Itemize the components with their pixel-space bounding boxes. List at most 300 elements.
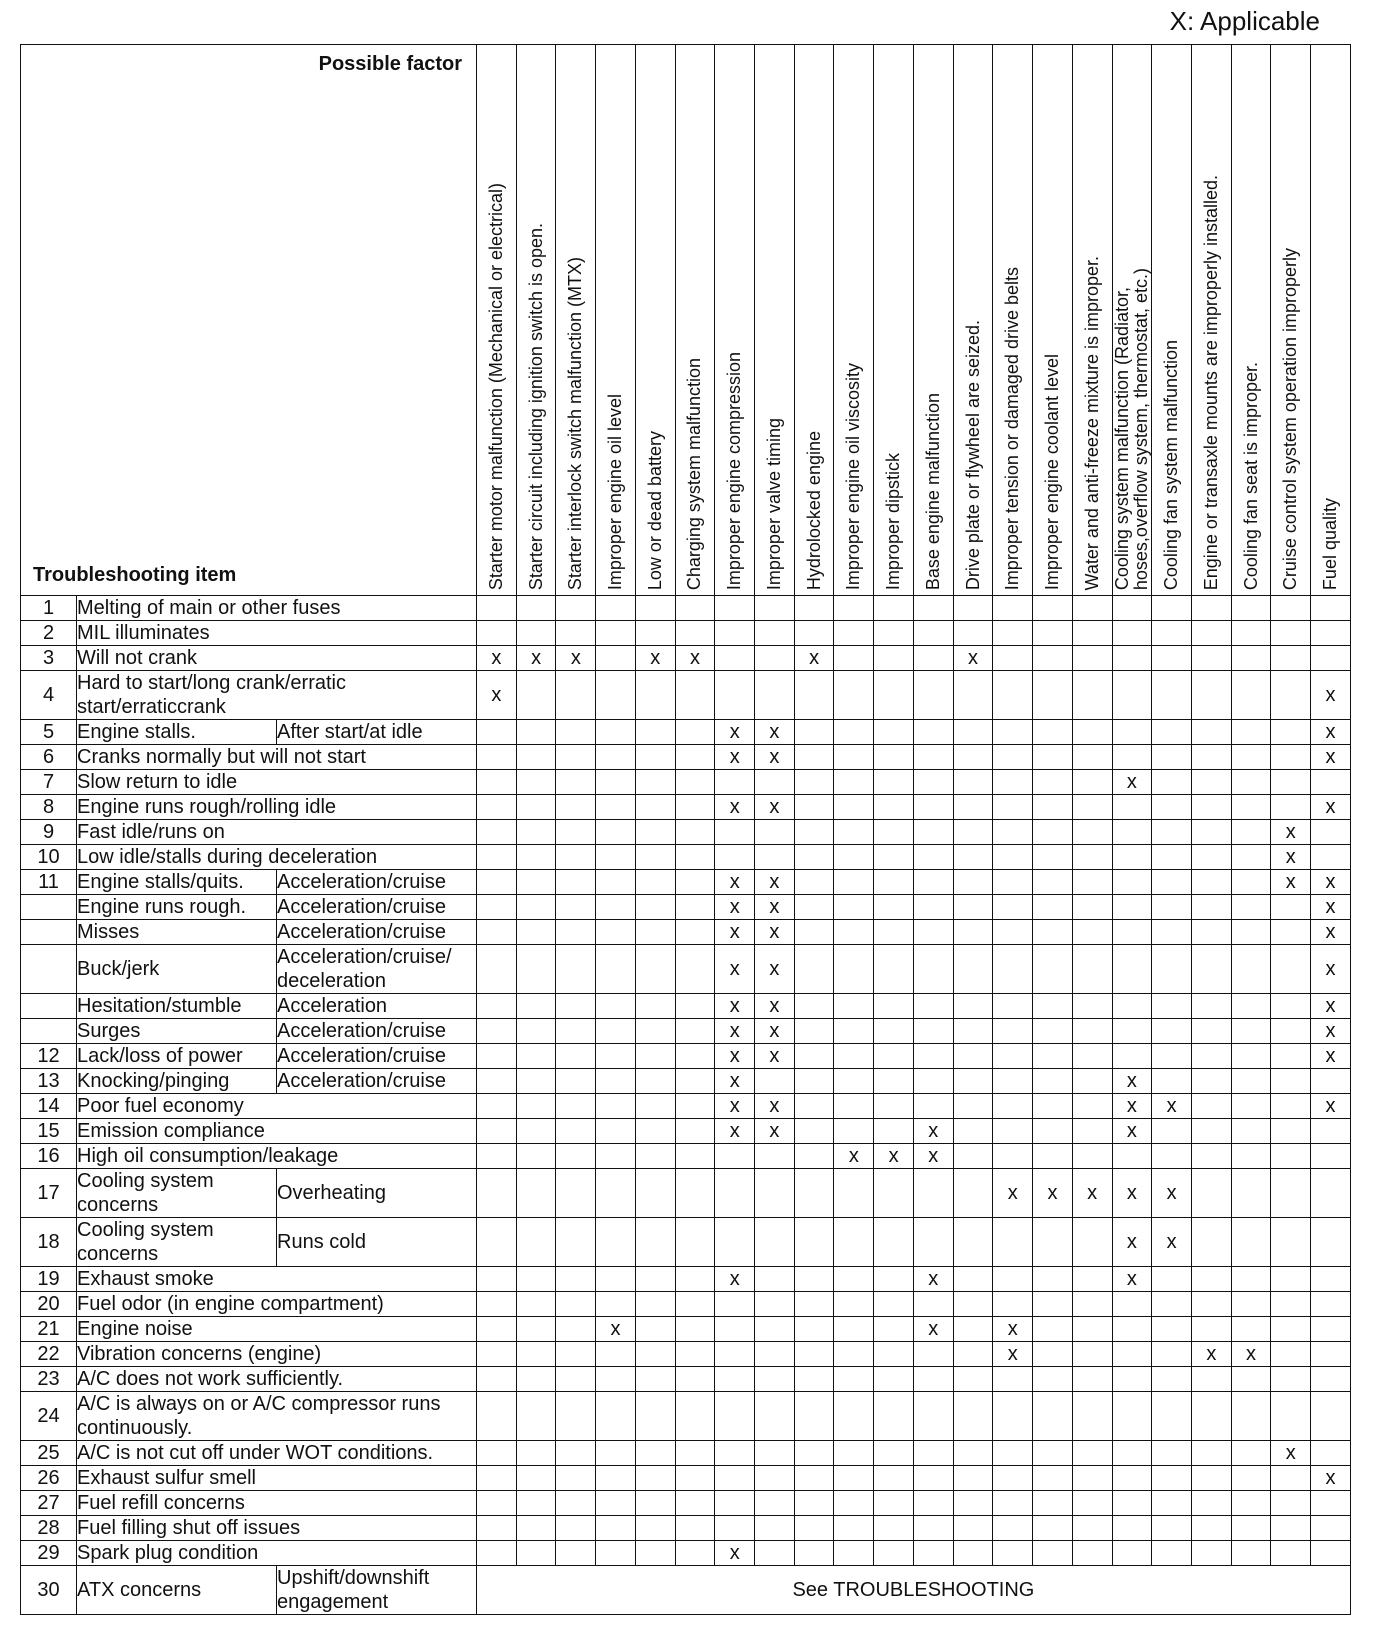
empty-cell bbox=[1271, 596, 1311, 621]
empty-cell bbox=[556, 1466, 596, 1491]
empty-cell bbox=[516, 1218, 556, 1267]
empty-cell bbox=[874, 1019, 914, 1044]
empty-cell bbox=[1311, 820, 1351, 845]
empty-cell bbox=[1152, 1317, 1192, 1342]
empty-cell bbox=[1271, 994, 1311, 1019]
empty-cell bbox=[1191, 1541, 1231, 1566]
empty-cell bbox=[755, 1342, 795, 1367]
empty-cell bbox=[913, 1044, 953, 1069]
empty-cell bbox=[1033, 1044, 1073, 1069]
empty-cell bbox=[516, 1169, 556, 1218]
empty-cell bbox=[834, 621, 874, 646]
applicable-mark: x bbox=[1112, 770, 1152, 795]
empty-cell bbox=[1072, 1491, 1112, 1516]
empty-cell bbox=[1191, 870, 1231, 895]
applicable-mark: x bbox=[755, 1119, 795, 1144]
applicable-mark: x bbox=[715, 1541, 755, 1566]
empty-cell bbox=[834, 1044, 874, 1069]
empty-cell bbox=[1033, 1292, 1073, 1317]
empty-cell bbox=[1191, 720, 1231, 745]
empty-cell bbox=[556, 870, 596, 895]
empty-cell bbox=[477, 1392, 517, 1441]
empty-cell bbox=[1311, 1218, 1351, 1267]
empty-cell bbox=[516, 1516, 556, 1541]
applicable-mark: x bbox=[477, 646, 517, 671]
empty-cell bbox=[635, 1292, 675, 1317]
empty-cell bbox=[1271, 920, 1311, 945]
empty-cell bbox=[1152, 770, 1192, 795]
empty-cell bbox=[556, 1342, 596, 1367]
empty-cell bbox=[675, 1144, 715, 1169]
empty-cell bbox=[556, 1169, 596, 1218]
empty-cell bbox=[1191, 1292, 1231, 1317]
empty-cell bbox=[953, 1267, 993, 1292]
empty-cell bbox=[1152, 646, 1192, 671]
empty-cell bbox=[516, 1019, 556, 1044]
empty-cell bbox=[874, 770, 914, 795]
factor-label: Low or dead battery bbox=[644, 430, 665, 590]
empty-cell bbox=[993, 920, 1033, 945]
empty-cell bbox=[794, 1392, 834, 1441]
empty-cell bbox=[635, 1144, 675, 1169]
applicable-mark: x bbox=[1311, 994, 1351, 1019]
empty-cell bbox=[635, 1119, 675, 1144]
empty-cell bbox=[1112, 1516, 1152, 1541]
empty-cell bbox=[635, 770, 675, 795]
empty-cell bbox=[596, 1069, 636, 1094]
empty-cell bbox=[556, 994, 596, 1019]
empty-cell bbox=[953, 870, 993, 895]
empty-cell bbox=[715, 596, 755, 621]
empty-cell bbox=[834, 870, 874, 895]
applicable-mark: x bbox=[1112, 1218, 1152, 1267]
item-name: Fuel odor (in engine compartment) bbox=[77, 1292, 477, 1317]
empty-cell bbox=[477, 1044, 517, 1069]
empty-cell bbox=[1191, 770, 1231, 795]
table-row bbox=[21, 1367, 1351, 1392]
item-number: 9 bbox=[21, 820, 77, 845]
empty-cell bbox=[993, 671, 1033, 720]
empty-cell bbox=[953, 1541, 993, 1566]
empty-cell bbox=[794, 1342, 834, 1367]
empty-cell bbox=[1072, 596, 1112, 621]
empty-cell bbox=[1191, 1317, 1231, 1342]
applicable-mark: x bbox=[913, 1144, 953, 1169]
empty-cell bbox=[874, 1466, 914, 1491]
empty-cell bbox=[834, 795, 874, 820]
empty-cell bbox=[1311, 845, 1351, 870]
empty-cell bbox=[1072, 1019, 1112, 1044]
factor-label: Improper engine compression bbox=[724, 351, 745, 590]
empty-cell bbox=[1191, 1441, 1231, 1466]
applicable-mark: x bbox=[755, 745, 795, 770]
empty-cell bbox=[556, 671, 596, 720]
empty-cell bbox=[755, 845, 795, 870]
item-name: Engine stalls. bbox=[77, 720, 277, 745]
empty-cell bbox=[1231, 646, 1271, 671]
table-row bbox=[21, 1044, 1351, 1069]
empty-cell bbox=[635, 1516, 675, 1541]
item-name: A/C is always on or A/C compressor runs continuously. bbox=[77, 1392, 477, 1441]
empty-cell bbox=[1112, 895, 1152, 920]
empty-cell bbox=[556, 745, 596, 770]
item-name: Lack/loss of power bbox=[77, 1044, 277, 1069]
factor-header bbox=[1152, 45, 1192, 596]
empty-cell bbox=[1271, 895, 1311, 920]
empty-cell bbox=[755, 1491, 795, 1516]
empty-cell bbox=[834, 920, 874, 945]
empty-cell bbox=[834, 1466, 874, 1491]
empty-cell bbox=[755, 1441, 795, 1466]
empty-cell bbox=[1112, 920, 1152, 945]
empty-cell bbox=[913, 1367, 953, 1392]
empty-cell bbox=[834, 1441, 874, 1466]
item-number: 8 bbox=[21, 795, 77, 820]
empty-cell bbox=[715, 820, 755, 845]
applicable-mark: x bbox=[1033, 1169, 1073, 1218]
empty-cell bbox=[1152, 1491, 1192, 1516]
empty-cell bbox=[1033, 820, 1073, 845]
empty-cell bbox=[596, 596, 636, 621]
empty-cell bbox=[1152, 1044, 1192, 1069]
applicable-mark: x bbox=[477, 671, 517, 720]
factor-header bbox=[794, 45, 834, 596]
empty-cell bbox=[993, 720, 1033, 745]
empty-cell bbox=[1191, 1367, 1231, 1392]
empty-cell bbox=[715, 1367, 755, 1392]
applicable-mark: x bbox=[715, 994, 755, 1019]
empty-cell bbox=[556, 596, 596, 621]
factor-header bbox=[1191, 45, 1231, 596]
applicable-mark: x bbox=[1311, 870, 1351, 895]
empty-cell bbox=[1152, 920, 1192, 945]
empty-cell bbox=[1271, 1392, 1311, 1441]
empty-cell bbox=[675, 820, 715, 845]
empty-cell bbox=[556, 920, 596, 945]
empty-cell bbox=[1112, 870, 1152, 895]
empty-cell bbox=[834, 745, 874, 770]
empty-cell bbox=[953, 795, 993, 820]
empty-cell bbox=[1072, 1267, 1112, 1292]
empty-cell bbox=[834, 1541, 874, 1566]
factor-header bbox=[635, 45, 675, 596]
empty-cell bbox=[953, 720, 993, 745]
factor-header bbox=[1231, 45, 1271, 596]
empty-cell bbox=[477, 920, 517, 945]
empty-cell bbox=[596, 720, 636, 745]
applicable-mark: x bbox=[755, 720, 795, 745]
empty-cell bbox=[635, 1169, 675, 1218]
empty-cell bbox=[913, 1392, 953, 1441]
empty-cell bbox=[874, 621, 914, 646]
item-number: 20 bbox=[21, 1292, 77, 1317]
empty-cell bbox=[1152, 895, 1192, 920]
empty-cell bbox=[1072, 621, 1112, 646]
empty-cell bbox=[556, 845, 596, 870]
empty-cell bbox=[953, 1169, 993, 1218]
applicable-mark: x bbox=[635, 646, 675, 671]
factor-label: Improper valve timing bbox=[763, 417, 784, 590]
empty-cell bbox=[1152, 845, 1192, 870]
empty-cell bbox=[1311, 1541, 1351, 1566]
table-body bbox=[21, 596, 1351, 1615]
empty-cell bbox=[993, 1466, 1033, 1491]
empty-cell bbox=[556, 1019, 596, 1044]
empty-cell bbox=[1072, 1069, 1112, 1094]
empty-cell bbox=[874, 745, 914, 770]
empty-cell bbox=[596, 1516, 636, 1541]
empty-cell bbox=[635, 1466, 675, 1491]
empty-cell bbox=[1231, 671, 1271, 720]
empty-cell bbox=[755, 1144, 795, 1169]
empty-cell bbox=[675, 745, 715, 770]
item-number: 7 bbox=[21, 770, 77, 795]
empty-cell bbox=[516, 795, 556, 820]
item-name: Poor fuel economy bbox=[77, 1094, 477, 1119]
empty-cell bbox=[1152, 1019, 1192, 1044]
applicable-mark: x bbox=[1231, 1342, 1271, 1367]
empty-cell bbox=[1112, 1367, 1152, 1392]
empty-cell bbox=[1231, 1267, 1271, 1292]
empty-cell bbox=[477, 596, 517, 621]
empty-cell bbox=[1112, 671, 1152, 720]
empty-cell bbox=[993, 1392, 1033, 1441]
empty-cell bbox=[1271, 1218, 1311, 1267]
empty-cell bbox=[477, 1466, 517, 1491]
empty-cell bbox=[834, 671, 874, 720]
empty-cell bbox=[1072, 994, 1112, 1019]
empty-cell bbox=[477, 820, 517, 845]
factor-header bbox=[596, 45, 636, 596]
empty-cell bbox=[635, 621, 675, 646]
empty-cell bbox=[993, 1267, 1033, 1292]
item-number: 1 bbox=[21, 596, 77, 621]
empty-cell bbox=[516, 1466, 556, 1491]
table-row bbox=[21, 1317, 1351, 1342]
applicable-mark: x bbox=[755, 945, 795, 994]
empty-cell bbox=[477, 1541, 517, 1566]
empty-cell bbox=[635, 720, 675, 745]
empty-cell bbox=[1271, 1094, 1311, 1119]
empty-cell bbox=[1072, 920, 1112, 945]
item-number bbox=[21, 1019, 77, 1044]
applicable-mark: x bbox=[1311, 920, 1351, 945]
empty-cell bbox=[1072, 1441, 1112, 1466]
empty-cell bbox=[755, 621, 795, 646]
empty-cell bbox=[1231, 820, 1271, 845]
empty-cell bbox=[556, 1367, 596, 1392]
empty-cell bbox=[834, 1267, 874, 1292]
empty-cell bbox=[596, 994, 636, 1019]
empty-cell bbox=[596, 1466, 636, 1491]
applicable-mark: x bbox=[993, 1169, 1033, 1218]
applicable-mark: x bbox=[1311, 895, 1351, 920]
applicable-mark: x bbox=[1271, 1441, 1311, 1466]
table-row bbox=[21, 820, 1351, 845]
applicable-mark: x bbox=[516, 646, 556, 671]
empty-cell bbox=[755, 1541, 795, 1566]
empty-cell bbox=[1271, 646, 1311, 671]
empty-cell bbox=[1033, 1491, 1073, 1516]
empty-cell bbox=[953, 1516, 993, 1541]
factor-header bbox=[755, 45, 795, 596]
empty-cell bbox=[635, 1342, 675, 1367]
empty-cell bbox=[1033, 1392, 1073, 1441]
empty-cell bbox=[834, 1342, 874, 1367]
empty-cell bbox=[596, 1267, 636, 1292]
empty-cell bbox=[834, 1491, 874, 1516]
item-number bbox=[21, 994, 77, 1019]
empty-cell bbox=[596, 1218, 636, 1267]
empty-cell bbox=[913, 895, 953, 920]
empty-cell bbox=[913, 1516, 953, 1541]
empty-cell bbox=[715, 1466, 755, 1491]
empty-cell bbox=[516, 1144, 556, 1169]
empty-cell bbox=[675, 895, 715, 920]
factor-header bbox=[477, 45, 517, 596]
empty-cell bbox=[993, 1094, 1033, 1119]
applicable-mark: x bbox=[953, 646, 993, 671]
empty-cell bbox=[1152, 596, 1192, 621]
empty-cell bbox=[516, 621, 556, 646]
item-name: Fast idle/runs on bbox=[77, 820, 477, 845]
item-condition: Acceleration/cruise bbox=[277, 1044, 477, 1069]
item-number: 6 bbox=[21, 745, 77, 770]
empty-cell bbox=[1271, 1541, 1311, 1566]
empty-cell bbox=[1112, 1144, 1152, 1169]
empty-cell bbox=[794, 1466, 834, 1491]
empty-cell bbox=[1112, 720, 1152, 745]
applicable-mark: x bbox=[1152, 1094, 1192, 1119]
applicable-mark: x bbox=[1311, 1094, 1351, 1119]
empty-cell bbox=[834, 845, 874, 870]
empty-cell bbox=[1271, 1019, 1311, 1044]
empty-cell bbox=[675, 870, 715, 895]
empty-cell bbox=[635, 1392, 675, 1441]
applicable-mark: x bbox=[1311, 945, 1351, 994]
empty-cell bbox=[834, 596, 874, 621]
empty-cell bbox=[1033, 745, 1073, 770]
empty-cell bbox=[794, 1119, 834, 1144]
empty-cell bbox=[596, 1292, 636, 1317]
empty-cell bbox=[794, 1069, 834, 1094]
applicable-mark: x bbox=[715, 1044, 755, 1069]
empty-cell bbox=[874, 870, 914, 895]
empty-cell bbox=[913, 720, 953, 745]
empty-cell bbox=[755, 1169, 795, 1218]
empty-cell bbox=[874, 1367, 914, 1392]
empty-cell bbox=[1191, 1392, 1231, 1441]
empty-cell bbox=[675, 994, 715, 1019]
applicable-mark: x bbox=[1112, 1094, 1152, 1119]
empty-cell bbox=[953, 1144, 993, 1169]
empty-cell bbox=[993, 845, 1033, 870]
empty-cell bbox=[675, 621, 715, 646]
empty-cell bbox=[556, 820, 596, 845]
empty-cell bbox=[755, 770, 795, 795]
applicable-mark: x bbox=[715, 945, 755, 994]
table-row bbox=[21, 596, 1351, 621]
item-number: 21 bbox=[21, 1317, 77, 1342]
empty-cell bbox=[1231, 621, 1271, 646]
applicable-mark: x bbox=[715, 1119, 755, 1144]
empty-cell bbox=[1072, 1516, 1112, 1541]
empty-cell bbox=[993, 745, 1033, 770]
item-number: 4 bbox=[21, 671, 77, 720]
empty-cell bbox=[675, 1342, 715, 1367]
empty-cell bbox=[516, 945, 556, 994]
empty-cell bbox=[1152, 1119, 1192, 1144]
empty-cell bbox=[1072, 1466, 1112, 1491]
empty-cell bbox=[874, 1491, 914, 1516]
empty-cell bbox=[1191, 1069, 1231, 1094]
item-name: Cranks normally but will not start bbox=[77, 745, 477, 770]
empty-cell bbox=[1191, 945, 1231, 994]
empty-cell bbox=[1112, 1292, 1152, 1317]
empty-cell bbox=[1191, 1144, 1231, 1169]
applicable-mark: x bbox=[1271, 870, 1311, 895]
item-name: Engine stalls/quits. bbox=[77, 870, 277, 895]
item-name: A/C does not work sufficiently. bbox=[77, 1367, 477, 1392]
table-row bbox=[21, 845, 1351, 870]
empty-cell bbox=[675, 1292, 715, 1317]
factor-label: Improper tension or damaged drive belts bbox=[1002, 266, 1023, 590]
empty-cell bbox=[1311, 1267, 1351, 1292]
empty-cell bbox=[1231, 920, 1271, 945]
empty-cell bbox=[1311, 1367, 1351, 1392]
empty-cell bbox=[556, 720, 596, 745]
empty-cell bbox=[794, 1044, 834, 1069]
empty-cell bbox=[913, 1292, 953, 1317]
empty-cell bbox=[834, 820, 874, 845]
empty-cell bbox=[755, 1317, 795, 1342]
empty-cell bbox=[477, 1267, 517, 1292]
empty-cell bbox=[635, 1044, 675, 1069]
empty-cell bbox=[834, 1094, 874, 1119]
applicable-mark: x bbox=[715, 745, 755, 770]
empty-cell bbox=[516, 1491, 556, 1516]
empty-cell bbox=[1271, 795, 1311, 820]
empty-cell bbox=[477, 1367, 517, 1392]
empty-cell bbox=[715, 1441, 755, 1466]
empty-cell bbox=[874, 1094, 914, 1119]
item-number: 22 bbox=[21, 1342, 77, 1367]
empty-cell bbox=[1072, 1541, 1112, 1566]
empty-cell bbox=[556, 621, 596, 646]
empty-cell bbox=[834, 1367, 874, 1392]
item-number: 18 bbox=[21, 1218, 77, 1267]
empty-cell bbox=[953, 1044, 993, 1069]
empty-cell bbox=[635, 1094, 675, 1119]
empty-cell bbox=[1112, 646, 1152, 671]
empty-cell bbox=[913, 820, 953, 845]
empty-cell bbox=[1271, 1292, 1311, 1317]
empty-cell bbox=[516, 1342, 556, 1367]
empty-cell bbox=[1231, 720, 1271, 745]
factor-label: Cooling fan system malfunction bbox=[1161, 339, 1182, 590]
empty-cell bbox=[477, 845, 517, 870]
empty-cell bbox=[953, 770, 993, 795]
factor-header bbox=[1311, 45, 1351, 596]
item-number: 14 bbox=[21, 1094, 77, 1119]
empty-cell bbox=[715, 1516, 755, 1541]
empty-cell bbox=[635, 1367, 675, 1392]
empty-cell bbox=[477, 1094, 517, 1119]
applicable-mark: x bbox=[834, 1144, 874, 1169]
empty-cell bbox=[953, 1317, 993, 1342]
factor-label: Charging system malfunction bbox=[684, 357, 705, 590]
empty-cell bbox=[1191, 1119, 1231, 1144]
